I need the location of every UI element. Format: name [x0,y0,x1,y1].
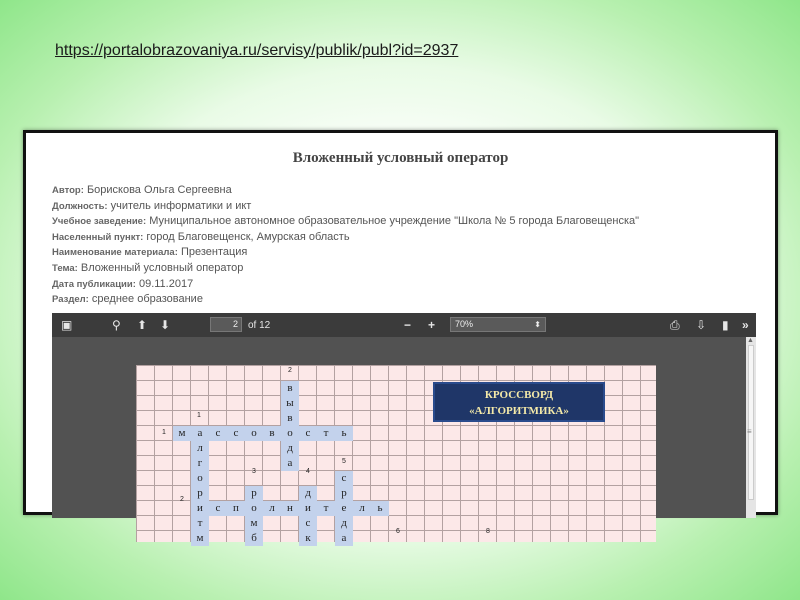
banner-line-1: КРОССВОРД [484,389,554,401]
scroll-up-icon[interactable]: ▲ [747,337,754,344]
page-number-input[interactable]: 2 [210,317,242,332]
previous-page-icon[interactable]: ⬆ [137,318,148,332]
meta-row-author: Автор: Борискова Ольга Сергеевна [52,184,232,196]
clue-number: 1 [162,429,166,436]
pdf-page-area[interactable] [52,337,756,544]
vertical-scrollbar[interactable] [746,337,756,518]
clue-number: 1 [197,412,201,419]
bookmark-icon[interactable]: ▮ [722,318,729,332]
crossword-cell: м [191,531,209,546]
next-page-icon[interactable]: ⬇ [160,318,171,332]
sidebar-toggle-icon[interactable]: ▣ [61,318,73,332]
document-meta [52,183,639,308]
crossword-cell: а [281,456,299,471]
crossword-cell: м [173,426,191,441]
clue-number: 2 [288,367,292,374]
publication-frame [23,130,778,544]
crossword-cell: р [335,486,353,501]
crossword-cell: б [245,531,263,546]
crossword-cell: с [209,426,227,441]
crossword-cell: д [281,441,299,456]
crossword-cell: о [281,426,299,441]
clue-number: 5 [342,458,346,465]
document-title: Вложенный условный оператор [292,150,509,166]
pdf-toolbar [52,313,756,337]
clue-number: 3 [252,468,256,475]
crossword-cell: р [191,486,209,501]
banner-line-2: «АЛГОРИТМИКА» [469,405,569,417]
meta-row-institution: Учебное заведение: Муниципальное автономное образовательное учреждение "Школа № 5 города Благовещенска" [52,215,640,228]
crossword-cell: л [263,501,281,516]
clue-number: 6 [396,528,400,535]
source-url-link[interactable]: https://portalobrazovaniya.ru/servisy/publik/publ?id=2937 [55,42,459,59]
crossword-cell: с [227,426,245,441]
crossword-cell: л [191,441,209,456]
download-icon[interactable]: ⇩ [696,318,707,332]
crossword-cell: м [245,516,263,531]
scrollbar-thumb[interactable] [748,345,754,500]
crossword-cell: д [335,516,353,531]
meta-row-topic: Тема: Вложенный условный оператор [52,261,244,274]
crossword-cell: а [335,531,353,546]
crossword-cell: и [299,501,317,516]
crossword-cell: т [191,516,209,531]
crossword-cell: р [245,486,263,501]
crossword-cell: в [263,426,281,441]
crossword-cell: о [245,426,263,441]
crossword-cell: и [191,501,209,516]
search-icon[interactable]: ⚲ [112,318,121,332]
crossword-cell: ь [335,426,353,441]
crossword-cell: о [191,471,209,486]
page-total-label: of 12 [248,320,271,331]
print-icon[interactable]: ⎙ [670,318,680,332]
chevron-down-icon: ⬍ [534,320,541,329]
crossword-cell: а [191,426,209,441]
pdf-viewer [52,313,756,544]
crossword-cell: с [335,471,353,486]
zoom-select[interactable] [450,317,546,332]
scroll-grip-icon: ≡ [747,427,752,436]
crossword-cell: о [245,501,263,516]
crossword-page [136,365,656,542]
meta-row-section: Раздел: среднее образование [52,293,203,306]
crossword-cell: д [299,486,317,501]
crossword-banner [433,382,605,422]
crossword-cell: к [299,531,317,546]
crossword-cell: г [191,456,209,471]
crossword-cell: т [317,501,335,516]
crossword-cell: с [299,516,317,531]
crossword-cell: л [353,501,371,516]
zoom-in-icon[interactable]: + [428,318,436,332]
clue-number: 8 [486,528,490,535]
zoom-value: 70% [455,319,474,329]
more-tools-icon[interactable]: » [742,318,749,332]
crossword-cell: т [317,426,335,441]
clue-number: 4 [306,468,310,475]
crossword-cell: в [281,381,299,396]
meta-row-position: Должность: учитель информатики и икт [52,199,252,212]
crossword-cell: ы [281,396,299,411]
meta-row-date: Дата публикации: 09.11.2017 [52,277,194,290]
crossword-cell: с [209,501,227,516]
meta-row-locality: Населенный пункт: город Благовещенск, Амурская область [52,230,350,243]
crossword-cell: ь [371,501,389,516]
crossword-cell: е [335,501,353,516]
crossword-cell: с [299,426,317,441]
meta-row-material: Наименование материала: Презентация [52,246,248,259]
zoom-out-icon[interactable]: − [404,318,412,332]
crossword-cell: в [281,411,299,426]
clue-number: 2 [180,496,184,503]
crossword-cell: п [227,501,245,516]
crossword-cell: н [281,501,299,516]
